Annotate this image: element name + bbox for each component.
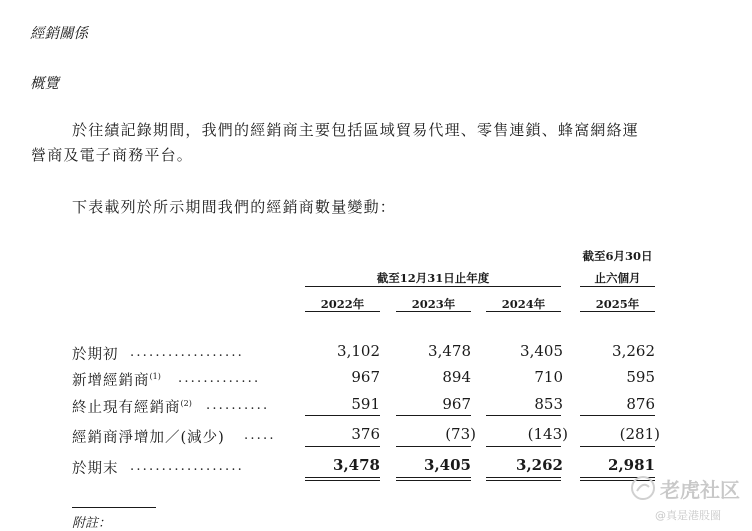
subtotal-rule-2025 [580, 415, 655, 416]
watermark-handle: @真是港股圈 [655, 509, 721, 522]
intro-paragraph-line-2: 營商及電子商務平台。 [31, 146, 194, 164]
watermark-logo-icon [630, 475, 656, 501]
cell-new-2022: 967 [351, 368, 380, 386]
total-rule-a-2024 [486, 477, 561, 478]
net-rule-2022 [305, 446, 380, 447]
row-label-net-change: 經銷商淨增加／(減少) [72, 430, 225, 446]
row-label-new-text: 新增經銷商 [72, 373, 150, 389]
column-header-2025: 2025年 [595, 297, 640, 311]
column-rule-2022 [305, 311, 380, 312]
total-rule-b-2023 [396, 480, 471, 481]
cell-net-change-2022: 376 [351, 425, 380, 443]
row-leaders-closing: .................. [130, 459, 244, 474]
cell-opening-2023: 3,478 [428, 342, 471, 360]
column-header-2022: 2022年 [320, 297, 365, 311]
column-rule-2023 [396, 311, 471, 312]
cell-closing-2025: 2,981 [608, 456, 655, 474]
footnote-label: 附註： [72, 516, 112, 531]
cell-opening-2022: 3,102 [337, 342, 380, 360]
cell-new-2025: 595 [626, 368, 655, 386]
cell-terminated-2023: 967 [442, 395, 471, 413]
total-rule-a-2023 [396, 477, 471, 478]
cell-opening-2024: 3,405 [520, 342, 563, 360]
cell-closing-2024: 3,262 [516, 456, 563, 474]
cell-net-change-2024: (143) [527, 425, 568, 443]
subtotal-rule-2023 [396, 415, 471, 416]
row-label-new [72, 369, 161, 390]
cell-opening-2025: 3,262 [612, 342, 655, 360]
footnote-divider [72, 507, 156, 508]
group-header-year: 截至12月31日止年度 [376, 271, 490, 285]
subtotal-rule-2022 [305, 415, 380, 416]
cell-new-2024: 710 [534, 368, 563, 386]
row-leaders-opening: .................. [130, 345, 244, 360]
group-header-half-line-1: 截至6月30日 [582, 249, 653, 263]
row-leaders-net-change: ..... [244, 428, 276, 443]
group-header-half-line-2: 止六個月 [594, 271, 641, 285]
cell-closing-2022: 3,478 [333, 456, 380, 474]
cell-terminated-2024: 853 [534, 395, 563, 413]
row-label-terminated [72, 396, 192, 417]
row-label-terminated-text: 終止現有經銷商 [72, 400, 181, 416]
row-label-closing: 於期末 [72, 461, 119, 477]
group-header-half-rule [580, 286, 655, 287]
row-leaders-new: ............. [178, 371, 261, 386]
watermark-main: 老虎社区 [660, 478, 740, 502]
cell-net-change-2025: (281) [619, 425, 660, 443]
cell-new-2023: 894 [442, 368, 471, 386]
cell-terminated-2025: 876 [626, 395, 655, 413]
cell-terminated-2022: 591 [351, 395, 380, 413]
row-leaders-terminated: .......... [206, 398, 270, 413]
column-header-2023: 2023年 [411, 297, 456, 311]
intro-paragraph-line-1: 於往績記錄期間，我們的經銷商主要包括區域貿易代理、零售連鎖、蜂窩網絡運 [72, 121, 640, 139]
group-header-year-rule [305, 286, 561, 287]
net-rule-2024 [486, 446, 561, 447]
row-label-opening: 於期初 [72, 347, 119, 363]
total-rule-b-2022 [305, 480, 380, 481]
net-rule-2025 [580, 446, 655, 447]
subtotal-rule-2024 [486, 415, 561, 416]
section-title: 經銷關係 [30, 26, 88, 42]
row-note-new: (1) [149, 372, 161, 382]
table-intro: 下表載列於所示期間我們的經銷商數量變動： [72, 198, 397, 216]
column-rule-2024 [486, 311, 561, 312]
total-rule-a-2022 [305, 477, 380, 478]
total-rule-b-2024 [486, 480, 561, 481]
cell-closing-2023: 3,405 [424, 456, 471, 474]
column-header-2024: 2024年 [501, 297, 546, 311]
cell-net-change-2023: (73) [445, 425, 476, 443]
net-rule-2023 [396, 446, 471, 447]
row-note-terminated: (2) [180, 399, 192, 409]
subsection-title: 概覽 [30, 76, 59, 92]
column-rule-2025 [580, 311, 655, 312]
